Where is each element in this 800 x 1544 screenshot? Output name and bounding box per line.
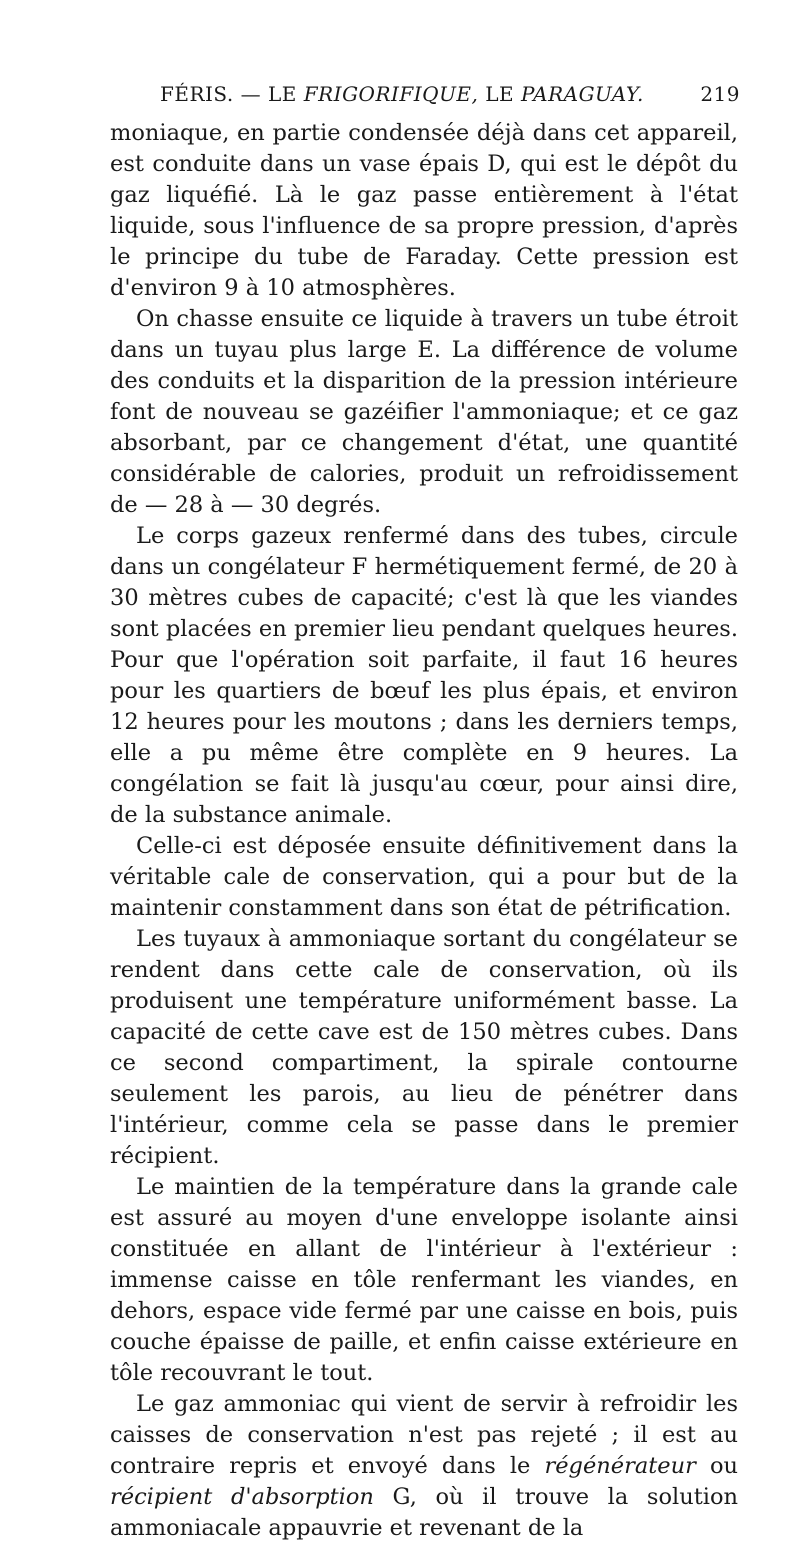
paragraph-2 bbox=[110, 304, 738, 521]
running-title-italic-2: PARAGUAY. bbox=[521, 82, 644, 106]
body-text bbox=[110, 118, 738, 1544]
running-header bbox=[110, 82, 740, 116]
paragraph-7-text-c: G, où il trouve la solution ammoniacale appauvrie et revenant de la bbox=[110, 1484, 738, 1541]
paragraph-4-text: Celle-ci est déposée ensuite définitivement dans la véritable cale de conservation, qui a pour but de la maintenir constamment dans son état de pétrification. bbox=[110, 833, 738, 921]
paragraph-5-text: Les tuyaux à ammoniaque sortant du congélateur se rendent dans cette cale de conservation, où ils produisent une température uniformément basse. La capacité de cette cave est de 150 mètres cubes. Dans ce second compartiment, la spirale contourne seulement les parois, au lieu de pénétrer dans l'intérieur, comme cela se passe dans le premier récipient. bbox=[110, 926, 738, 1169]
paragraph-7-text-b: ou bbox=[695, 1453, 738, 1479]
paragraph-4 bbox=[110, 831, 738, 924]
italic-term-regenerateur: régénérateur bbox=[544, 1453, 696, 1479]
paragraph-3-text: Le corps gazeux renfermé dans des tubes, circule dans un congélateur F hermétiquement fermé, de 20 à 30 mètres cubes de capacité; c'est là que les viandes sont placées en premier lieu pendant quelques heures. Pour que l'opération soit parfaite, il faut 16 heures pour les quartiers de bœuf les plus épais, et environ 12 heures pour les moutons ; dans les derniers temps, elle a pu même être complète en 9 heures. La congélation se fait là jusqu'au cœur, pour ainsi dire, de la substance animale. bbox=[110, 523, 738, 828]
running-title-author: FÉRIS. — LE bbox=[160, 82, 304, 106]
paragraph-1-text: moniaque, en partie condensée déjà dans cet appareil, est conduite dans un vase épais D, qui est le dépôt du gaz liquéfié. Là le gaz passe entièrement à l'état liquide, sous l'influence de sa propre pression, d'après le principe du tube de Faraday. Cette pression est d'environ 9 à 10 atmosphères. bbox=[110, 120, 738, 301]
running-title-italic: FRIGORIFIQUE, bbox=[303, 82, 479, 106]
paragraph-7 bbox=[110, 1389, 738, 1544]
paragraph-7-text-a: Le gaz ammoniac qui vient de servir à refroidir les caisses de conservation n'est pas rejeté ; il est au contraire repris et envoyé dans le bbox=[110, 1391, 738, 1479]
italic-term-recipient-absorption: récipient d'absorption bbox=[110, 1484, 374, 1510]
paragraph-2-text: On chasse ensuite ce liquide à travers un tube étroit dans un tuyau plus large E. La différence de volume des conduits et la disparition de la pression intérieure font de nouveau se gazéifier l'ammoniaque; et ce gaz absorbant, par ce changement d'état, une quantité considérable de calories, produit un refroidissement de — 28 à — 30 degrés. bbox=[110, 306, 738, 518]
paragraph-1 bbox=[110, 118, 738, 304]
paragraph-6 bbox=[110, 1172, 738, 1389]
paragraph-6-text: Le maintien de la température dans la grande cale est assuré au moyen d'une enveloppe isolante ainsi constituée en allant de l'intérieur à l'extérieur : immense caisse en tôle renfermant les viandes, en dehors, espace vide fermé par une caisse en bois, puis couche épaisse de paille, et enfin caisse extérieure en tôle recouvrant le tout. bbox=[110, 1174, 738, 1386]
running-title-separator: LE bbox=[478, 82, 521, 106]
paragraph-3 bbox=[110, 521, 738, 831]
paragraph-5 bbox=[110, 924, 738, 1172]
running-title bbox=[160, 82, 644, 106]
page-number: 219 bbox=[700, 82, 740, 106]
